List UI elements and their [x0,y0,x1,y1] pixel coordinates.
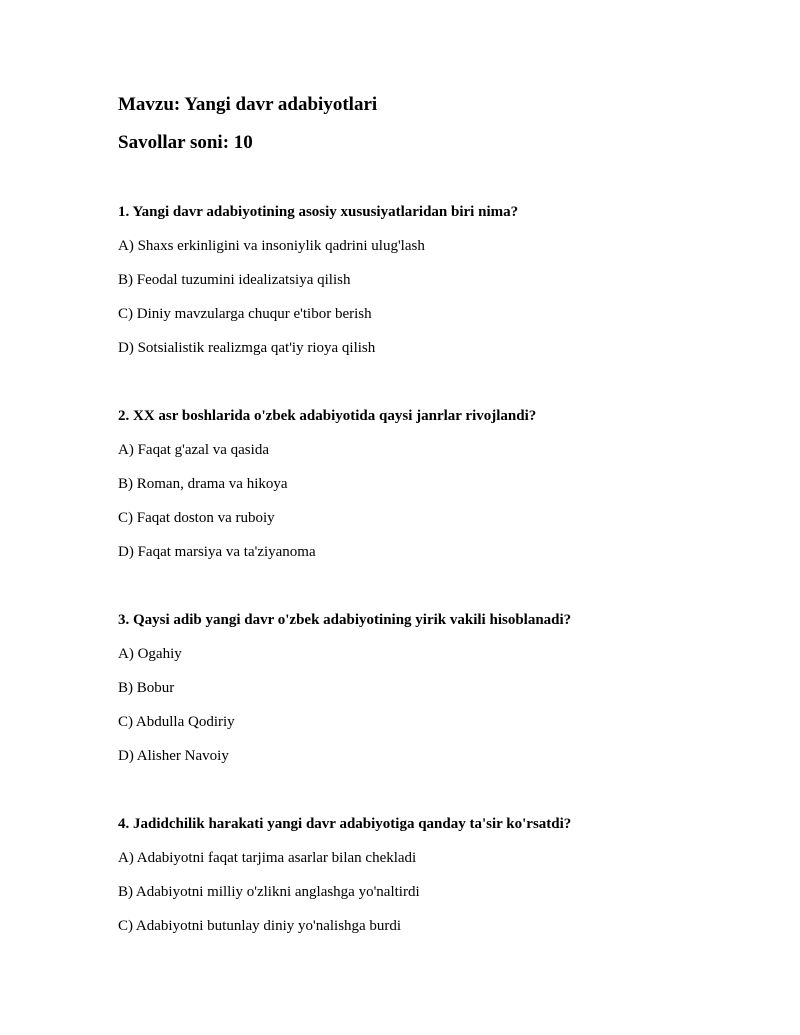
answer-option-a: A) Adabiyotni faqat tarjima asarlar bilan chekladi [118,850,417,866]
question-2 [118,406,800,562]
answer-option-b: B) Feodal tuzumini idealizatsiya qilish [118,272,351,288]
question-count: Savollar soni: 10 [118,132,253,153]
question-3 [118,610,800,766]
answer-option-c: C) Abdulla Qodiriy [118,714,235,730]
question-4 [118,814,800,936]
question-text: 4. Jadidchilik harakati yangi davr adabiyotiga qanday ta'sir ko'rsatdi? [118,816,572,832]
question-text: 2. XX asr boshlarida o'zbek adabiyotida qaysi janrlar rivojlandi? [118,408,537,424]
answer-option-b: B) Roman, drama va hikoya [118,476,288,492]
answer-option-a: A) Faqat g'azal va qasida [118,442,269,458]
answer-option-d: D) Alisher Navoiy [118,748,229,764]
answer-option-c: C) Diniy mavzularga chuqur e'tibor berish [118,306,372,322]
answer-option-c: C) Adabiyotni butunlay diniy yo'nalishga burdi [118,918,402,934]
answer-option-d: D) Faqat marsiya va ta'ziyanoma [118,544,316,560]
answer-option-b: B) Bobur [118,680,175,696]
answer-option-d: D) Sotsialistik realizmga qat'iy rioya qilish [118,340,376,356]
answer-option-a: A) Ogahiy [118,646,182,662]
answer-option-c: C) Faqat doston va ruboiy [118,510,275,526]
answer-option-a: A) Shaxs erkinligini va insoniylik qadrini ulug'lash [118,238,425,254]
question-text: 3. Qaysi adib yangi davr o'zbek adabiyotining yirik vakili hisoblanadi? [118,612,572,628]
question-1 [118,202,800,358]
answer-option-b: B) Adabiyotni milliy o'zlikni anglashga yo'naltirdi [118,884,420,900]
question-text: 1. Yangi davr adabiyotining asosiy xususiyatlaridan biri nima? [118,204,519,220]
topic-title: Mavzu: Yangi davr adabiyotlari [118,94,378,115]
question-list [118,202,800,936]
